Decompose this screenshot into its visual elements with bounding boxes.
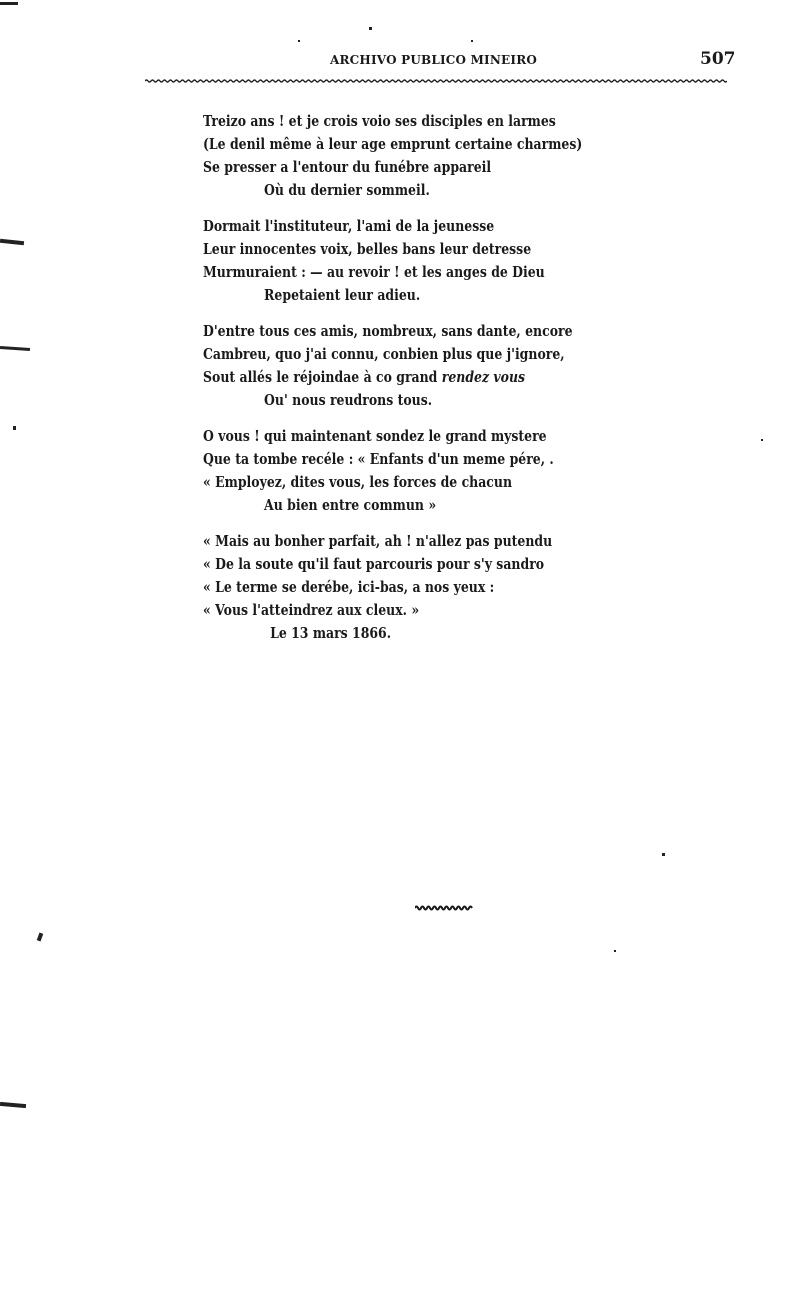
verse-line: Leur innocentes voix, belles bans leur detresse xyxy=(203,241,532,258)
scan-speck xyxy=(298,40,300,42)
scan-speck xyxy=(662,853,665,856)
scan-speck xyxy=(761,439,763,441)
verse-line: « Vous l'atteindrez aux cleux. » xyxy=(203,602,420,619)
verse-line-indented: Où du dernier sommeil. xyxy=(264,182,430,199)
end-ornament xyxy=(415,905,473,911)
margin-mark xyxy=(0,1102,26,1108)
header-wavy-rule xyxy=(145,79,727,83)
stanza xyxy=(203,530,582,645)
verse-line: Se presser a l'entour du funébre appareil xyxy=(203,159,492,176)
verse-line-indented: Au bien entre commun » xyxy=(264,497,437,514)
verse-line: (Le denil même à leur age emprunt certaine charmes) xyxy=(203,136,583,153)
poem-date-signature: Le 13 mars 1866. xyxy=(270,625,392,642)
verse-line: « Le terme se derébe, ici-bas, a nos yeux : xyxy=(203,579,495,596)
stanza xyxy=(203,110,582,202)
verse-line: Que ta tombe recéle : « Enfants d'un meme pére, . xyxy=(203,451,554,468)
stanza xyxy=(203,320,582,412)
verse-italic-text: rendez vous xyxy=(441,369,526,386)
poem xyxy=(203,110,582,658)
verse-line: D'entre tous ces amis, nombreux, sans dante, encore xyxy=(203,323,573,340)
verse-line xyxy=(203,366,582,389)
verse-line-indented: Repetaient leur adieu. xyxy=(264,287,421,304)
verse-line: O vous ! qui maintenant sondez le grand mystere xyxy=(203,428,547,445)
scan-speck xyxy=(13,426,16,430)
verse-line: « Mais au bonher parfait, ah ! n'allez pas putendu xyxy=(203,533,553,550)
verse-line: « De la soute qu'il faut parcouris pour s'y sandro xyxy=(203,556,545,573)
stanza xyxy=(203,425,582,517)
verse-line: Cambreu, quo j'ai connu, conbien plus que j'ignore, xyxy=(203,346,565,363)
verse-line: « Employez, dites vous, les forces de chacun xyxy=(203,474,513,491)
stanza xyxy=(203,215,582,307)
margin-mark xyxy=(0,2,18,5)
margin-mark xyxy=(0,239,24,245)
scan-speck xyxy=(369,27,372,30)
margin-mark xyxy=(0,346,30,351)
scan-speck xyxy=(614,950,616,952)
running-title: ARCHIVO PUBLICO MINEIRO xyxy=(330,53,538,67)
page-number: 507 xyxy=(700,49,736,69)
scan-speck xyxy=(471,40,473,42)
verse-text: Sout allés le réjoindae à co grand xyxy=(203,369,442,386)
verse-line-indented: Ou' nous reudrons tous. xyxy=(264,392,433,409)
verse-line: Treizo ans ! et je crois voio ses disciples en larmes xyxy=(203,113,556,130)
verse-line: Dormait l'instituteur, l'ami de la jeunesse xyxy=(203,218,495,235)
scan-speck xyxy=(37,933,43,942)
verse-line: Murmuraient : — au revoir ! et les anges de Dieu xyxy=(203,264,545,281)
